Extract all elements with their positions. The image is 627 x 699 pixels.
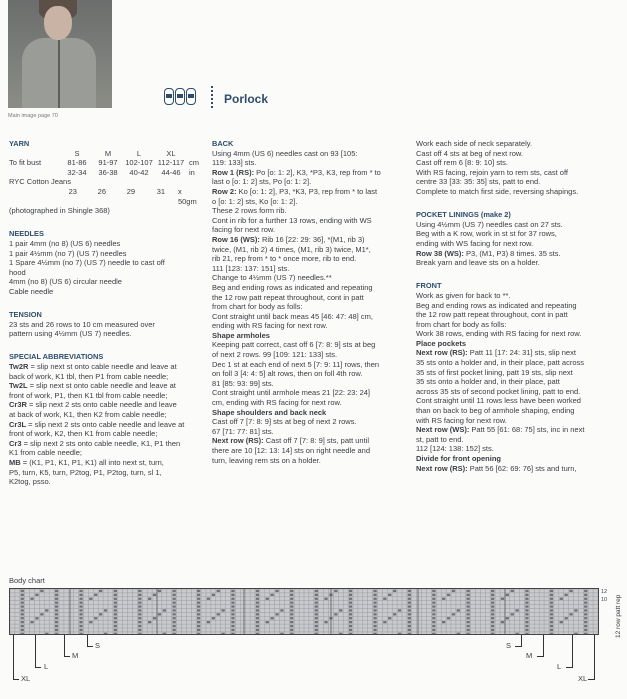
text-line: With RS facing, rejoin yarn to rem sts, cast off	[416, 167, 568, 177]
text-line: ending with WS facing for next row.	[416, 238, 534, 248]
text-line: Cont straight until 11 rows less have been worked	[416, 396, 581, 406]
text-line: Dec 1 st at each end of next 5 [7: 9: 11] rows, then	[212, 359, 380, 369]
row-number-10: 10	[601, 597, 608, 603]
needles-line: hood	[9, 267, 26, 277]
front-heading: FRONT	[416, 281, 442, 291]
text-line: from chart for body as folls:	[212, 302, 303, 312]
tension-line: pattern using 4½mm (US 7) needles.	[9, 329, 132, 339]
column-2	[212, 139, 408, 465]
marker-l-right: L	[557, 662, 562, 671]
abbreviations-heading: SPECIAL ABBREVIATIONS	[9, 352, 104, 362]
abbr-cr3r: Cr3R = slip next 2 sts onto cable needle and leave	[9, 400, 177, 410]
row-number-12: 12	[601, 589, 608, 595]
needles-line: 1 Spare 4½mm (no 7) (US 7) needle to cast off	[9, 258, 165, 268]
text-line: o [o: 1: 2] sts, Ko [o: 1: 2].	[212, 196, 298, 206]
marker-xl-right: XL	[578, 674, 588, 683]
text-line: Using 4mm (US 6) needles cast on 93 [105:	[212, 148, 358, 158]
abbr-mb: MB = (K1, P1, K1, P1, K1) all into next st, turn,	[9, 458, 164, 467]
row16-line: Row 16 (WS): Rib 16 [22: 29: 36], *(M1, rib 3)	[212, 234, 365, 244]
text-line: last o [o: 1: 2] sts, Po [o: 1: 2].	[212, 177, 312, 187]
text-line: facing for next row.	[212, 225, 275, 235]
text-line: on foll 3 [4: 4: 5] alt rows, then on foll 4th row.	[212, 369, 363, 379]
text-line: with RS facing for next row.	[416, 415, 507, 425]
row1-line: Row 1 (RS): Po [o: 1: 2], K3, *P3, K3, rep from * to	[212, 167, 381, 177]
photo-zip	[58, 40, 60, 108]
text-line: 119: 133] sts.	[212, 158, 257, 168]
column-1	[9, 139, 201, 487]
fit-in-row: 32-34 36-38 40-42 44-46 in	[67, 167, 195, 177]
yarn-logo-icon	[164, 88, 196, 105]
next-row-line: Next row (RS): Cast off 7 [7: 8: 9] sts, patt until	[212, 436, 370, 446]
abbr-cr3: Cr3 = slip next 2 sts onto cable needle, K1, P1 then	[9, 438, 181, 448]
abbr-tw2l: Tw2L = slip next st onto cable needle and leave at	[9, 381, 176, 391]
photo-face	[44, 6, 72, 40]
text-line: Change to 4½mm (US 7) needles.**	[212, 273, 332, 283]
text-line: 81 [85: 93: 99] sts.	[212, 378, 274, 388]
photo-caption: Main image page 70	[8, 113, 58, 119]
body-chart-grid	[9, 588, 599, 635]
pocket-linings-heading: POCKET LININGS (make 2)	[416, 210, 511, 220]
text-line: Cast off 7 [7: 8: 9] sts at beg of next 2 rows.	[212, 417, 357, 427]
abbr-line: P5, turn, K5, turn, P2tog, P1, P2tog, turn, sl 1,	[9, 467, 162, 477]
next-rs2-line: Next row (RS): Patt 56 [62: 69: 76] sts and turn,	[416, 463, 577, 473]
shape-shoulders-heading: Shape shoulders and back neck	[212, 407, 327, 417]
tension-heading: TENSION	[9, 310, 42, 320]
abbr-line: at back of work, K1, then K2 from cable needle;	[9, 410, 167, 420]
needles-heading: NEEDLES	[9, 229, 44, 239]
body-chart-title: Body chart	[9, 576, 45, 585]
text-line: there are 10 [12: 13: 14] sts on right needle and	[212, 446, 371, 455]
text-line: Keeping patt correct, cast off 6 [7: 8: 9] sts at beg	[212, 340, 376, 350]
needles-line: Cable needle	[9, 286, 54, 296]
abbr-line: front of work, P1, then K1 tbl from cable needle;	[9, 390, 168, 400]
abbr-line: K2tog, psso.	[9, 477, 51, 487]
text-line: the 12 row patt repeat throughout, cont in patt	[212, 292, 364, 302]
needles-line: 1 pair 4mm (no 8) (US 6) needles	[9, 238, 121, 248]
repeat-label: 12 row patt rep	[615, 594, 622, 638]
abbr-line: front of work, K2, then K1 from cable needle;	[9, 429, 158, 439]
text-line: Beg and ending rows as indicated and repeating	[416, 300, 577, 310]
text-line: rib 21, rep from * to * once more, rib to end.	[212, 254, 357, 264]
text-line: st, patt to end.	[416, 434, 464, 444]
abbr-line: K1 from cable needle;	[9, 448, 82, 458]
title-divider	[211, 86, 213, 108]
text-line: from chart for body as folls:	[416, 319, 507, 329]
text-line: of next 2 rows. 99 [109: 121: 133] sts.	[212, 350, 338, 360]
divide-heading: Divide for front opening	[416, 454, 501, 463]
text-line: than on back to beg of armhole shaping, ending	[416, 406, 575, 416]
photo-note: (photographed in Shingle 368)	[9, 206, 110, 216]
text-line: the 12 row patt repeat throughout, cont in patt	[416, 310, 568, 320]
text-line: 35 sts onto a holder and, in their place, patt across	[416, 358, 585, 368]
marker-s-right: S	[506, 641, 512, 650]
text-line: Beg with a K row, work in st st for 37 rows,	[416, 229, 557, 239]
text-line: Cont in rib for a further 13 rows, ending with WS	[212, 215, 372, 225]
balls-row: 23 26 29 31 x 50gm	[68, 186, 197, 206]
text-line: Break yarn and leave sts on a holder.	[416, 258, 540, 268]
text-line: Cast off 4 sts at beg of next row.	[416, 148, 524, 158]
needles-line: 4mm (no 8) (US 6) circular needle	[9, 277, 122, 287]
row2-line: Row 2: Ko [o: 1: 2], P3, *K3, P3, rep from * to last	[212, 186, 378, 196]
back-heading: BACK	[212, 139, 234, 148]
next-rs-line: Next row (RS): Patt 11 [17: 24: 31] sts, slip next	[416, 348, 576, 358]
size-row: S M L XL	[74, 148, 176, 158]
needles-line: 1 pair 4½mm (no 7) (US 7) needles	[9, 248, 127, 258]
fit-cm-row: To fit bust 81-86 91-97 102-107 112-117 cm	[9, 158, 199, 168]
text-line: Cont straight until back meas 45 [46: 47: 48] cm,	[212, 311, 373, 321]
text-line: centre 33 [33: 35: 35] sts, patt to end.	[416, 177, 541, 187]
text-line: 35 sts of first pocket lining, patt 19 sts, slip next	[416, 367, 573, 377]
yarn-name: RYC Cotton Jeans	[9, 177, 71, 187]
text-line: Work 38 rows, ending with RS facing for next row.	[416, 329, 582, 339]
marker-l-left: L	[44, 662, 49, 671]
text-line: turn, leaving rem sts on a holder.	[212, 455, 321, 465]
marker-m-right: M	[526, 651, 533, 660]
text-line: Work each side of neck separately.	[416, 139, 533, 148]
text-line: ending with RS facing for next row.	[212, 321, 328, 331]
marker-m-left: M	[72, 651, 79, 660]
abbr-cr3l: Cr3L = slip next 2 sts onto cable needle and leave at	[9, 419, 185, 429]
text-line: Using 4½mm (US 7) needles cast on 27 sts.	[416, 219, 563, 229]
row38-line: Row 38 (WS): P3, (M1, P3) 8 times. 35 sts.	[416, 248, 561, 258]
abbr-tw2r: Tw2R = slip next st onto cable needle and leave at	[9, 362, 177, 372]
place-pockets-heading: Place pockets	[416, 338, 467, 348]
text-line: 112 [124: 138: 152] sts.	[416, 444, 494, 454]
shape-armholes-heading: Shape armholes	[212, 330, 270, 340]
page-title: Porlock	[224, 92, 269, 106]
text-line: Cast off rem 6 [8: 9: 10] sts.	[416, 158, 508, 168]
text-line: Beg and ending rows as indicated and repeating	[212, 282, 373, 292]
text-line: 111 [123: 137: 151] sts.	[212, 263, 290, 273]
yarn-heading: YARN	[9, 139, 30, 148]
text-line: Cont straight until armhole meas 21 [22: 23: 24]	[212, 388, 371, 398]
next-ws-line: Next row (WS): Patt 55 [61: 68: 75] sts, inc in next	[416, 425, 585, 435]
tension-line: 23 sts and 26 rows to 10 cm measured over	[9, 319, 155, 329]
text-line: Complete to match first side, reversing shapings.	[416, 186, 579, 196]
chart-pattern	[10, 589, 599, 635]
text-line: Work as given for back to **.	[416, 290, 511, 300]
text-line: These 2 rows form rib.	[212, 206, 287, 216]
abbr-line: back of work, K1 tbl, then P1 from cable needle;	[9, 371, 169, 381]
text-line: 67 [71: 77: 81] sts.	[212, 426, 274, 436]
column-3	[416, 139, 612, 473]
text-line: twice, (M1, rib 2) 4 times, (M1, rib 3) twice, M1*,	[212, 244, 371, 254]
text-line: across 35 sts of second pocket lining, patt to end.	[416, 386, 581, 396]
model-photo	[8, 0, 112, 108]
marker-xl-left: XL	[21, 674, 31, 683]
row-numbers	[601, 588, 607, 604]
marker-s-left: S	[95, 641, 101, 650]
text-line: cm, ending with RS facing for next row.	[212, 398, 342, 408]
text-line: 35 sts onto a holder and, in their place, patt	[416, 377, 560, 387]
